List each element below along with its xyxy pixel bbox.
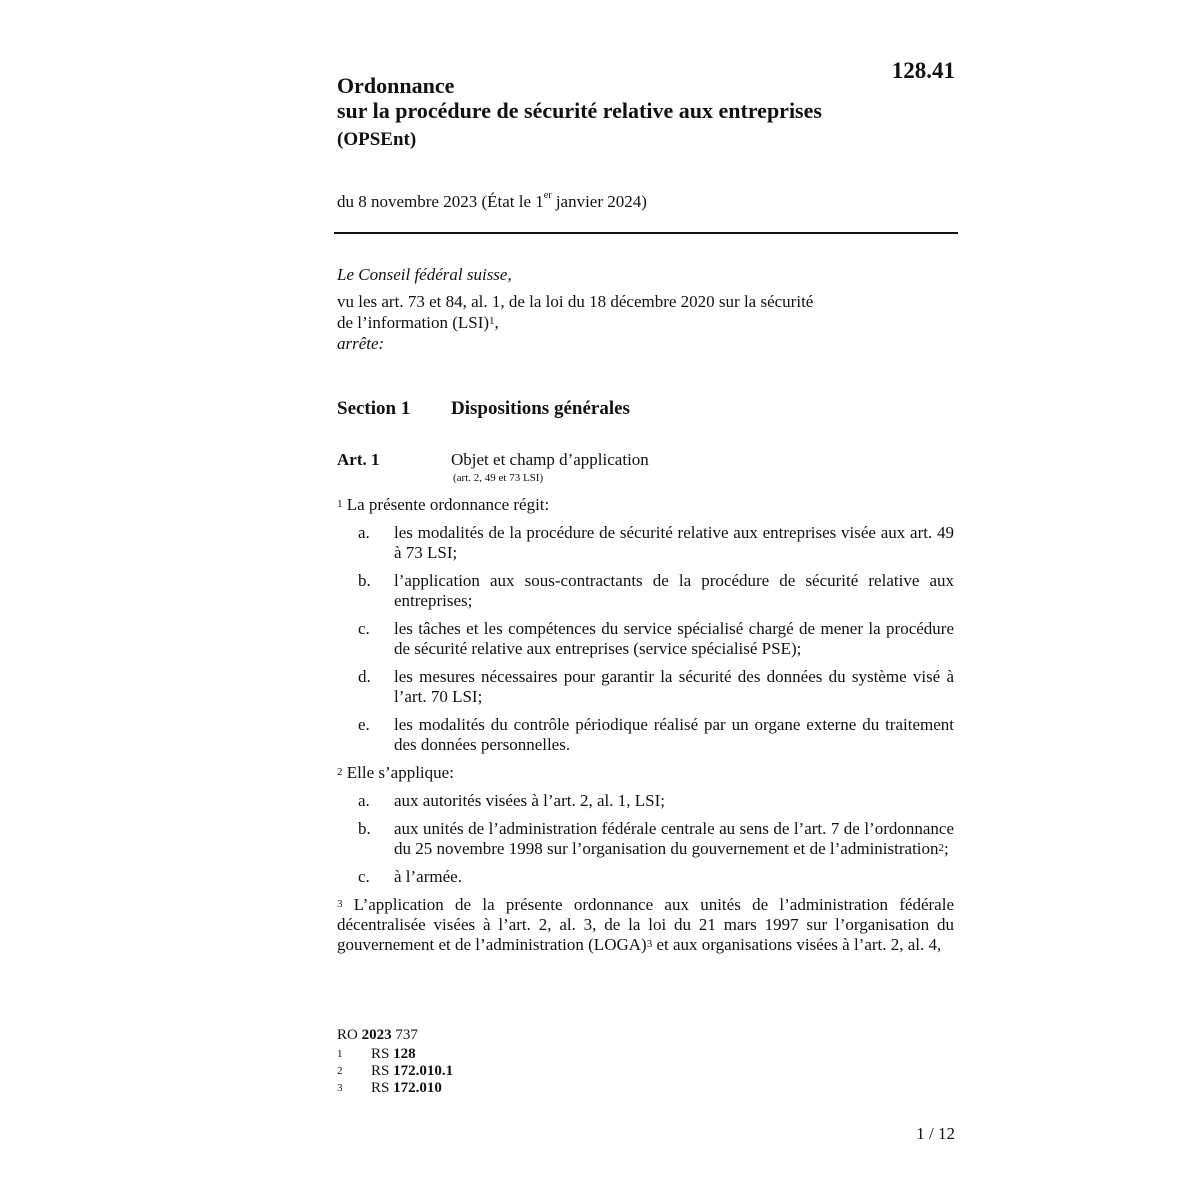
footnote-ref-1[interactable]: 1 [489,315,495,327]
official-compilation-ref: RO 2023 737 [337,1027,418,1043]
date-suffix: janvier 2024) [551,192,647,211]
preamble-issuer: Le Conseil fédéral suisse, [337,265,512,284]
date-prefix: du 8 novembre 2023 (État le 1 [337,192,544,211]
date-line [337,192,647,212]
list-item-text: les modalités du contrôle périodique réalisé par un organe externe du traitement des données personnelles. [394,715,954,754]
list-item-text: les mesures nécessaires pour garantir la sécurité des données du système visé à l’art. 70 LSI; [394,667,954,706]
list-item [337,867,954,887]
paragraph-number: 3 [337,898,343,910]
paragraph-3: $^3$ L’application de la présente ordonnance aux unités de l’administration fédérale décentralisée visées à l’art. 2, al. 3, de la loi du 21 mars 1997 sur l’organisation du gouvernement et de l’administration (LOGA)$^3$ et aux organisations visées à l’art. 2, al. 4, [337,895,954,954]
paragraph-2-list [337,791,954,887]
list-item [337,619,954,659]
paragraph-number: 1 [337,498,343,510]
footnote-ref-3[interactable]: 3 [646,938,653,950]
preamble-basis: vu les art. 73 et 84, al. 1, de la loi du 18 décembre 2020 sur la sécurité de l’information (LSI)$^1$, [337,292,814,332]
list-item [337,667,954,707]
footnote-number: 2 [337,1065,343,1077]
article-title: Objet et champ d’application [451,450,649,469]
paragraph-number: 2 [337,766,343,778]
section-heading [337,398,630,420]
preamble-decree: arrête: [337,334,385,353]
footnote-reference: 172.010 [393,1080,442,1096]
list-marker: c. [358,619,370,638]
date-superscript: er [543,190,552,201]
footnote: 1 RS 128 [337,1046,416,1062]
list-marker: b. [358,571,371,590]
document-number: 128.41 [891,58,955,83]
footnote: 3 RS 172.010 [337,1080,442,1096]
list-marker: a. [358,791,370,810]
header-divider [334,232,958,234]
list-item [337,523,954,563]
preamble-basis-line-1: vu les art. 73 et 84, al. 1, de la loi du 18 décembre 2020 sur la sécurité [337,292,814,311]
list-item [337,819,954,859]
paragraph-1-list [337,523,954,755]
list-item-text: aux autorités visées à l’art. 2, al. 1, LSI; [394,791,665,810]
title-abbreviation: (OPSEnt) [337,129,417,150]
preamble [337,264,897,354]
list-item-text: aux unités de l’administration fédérale centrale au sens de l’art. 7 de l’ordonnance du 25 novembre 1998 sur l’organisation du gouvernement et de l’administration$^2$; [394,819,954,858]
list-item-text: les modalités de la procédure de sécurité relative aux entreprises visée aux art. 49 à 73 LSI; [394,523,954,562]
list-marker: b. [358,819,371,838]
title-line-1: Ordonnance [337,73,455,98]
list-marker: d. [358,667,371,686]
document-title [337,73,897,152]
list-marker: a. [358,523,370,542]
list-marker: c. [358,867,370,886]
list-marker: e. [358,715,370,734]
article-body [337,495,954,963]
list-item [337,571,954,611]
footnote-reference: 128 [393,1046,416,1062]
title-line-2: sur la procédure de sécurité relative aux entreprises [337,98,822,123]
list-item-text: l’application aux sous-contractants de la procédure de sécurité relative aux entreprises; [394,571,954,610]
footnote-number: 1 [337,1048,343,1060]
list-item-text: à l’armée. [394,867,462,886]
paragraph-2: $^2$ Elle s’applique: [337,763,454,782]
article-reference: (art. 2, 49 et 73 LSI) [453,472,544,484]
list-item [337,715,954,755]
footnote-ref-2[interactable]: 2 [938,842,945,854]
paragraph-1: $^1$ La présente ordonnance régit: [337,495,550,514]
footnote-number: 3 [337,1082,343,1094]
list-item-text: les tâches et les compétences du service spécialisé chargé de mener la procédure de sécurité relative aux entreprises (service spécialisé PSE); [394,619,954,658]
article-number: Art. 1 [337,450,380,469]
preamble-basis-line-2: de l’information (LSI) [337,313,490,332]
footnote: 2 RS 172.010.1 [337,1063,454,1079]
page-number: 1 / 12 [916,1124,955,1143]
list-item [337,791,954,811]
section-title: Dispositions générales [451,398,630,419]
footnote-reference: 172.010.1 [393,1063,454,1079]
section-number: Section 1 [337,398,411,419]
